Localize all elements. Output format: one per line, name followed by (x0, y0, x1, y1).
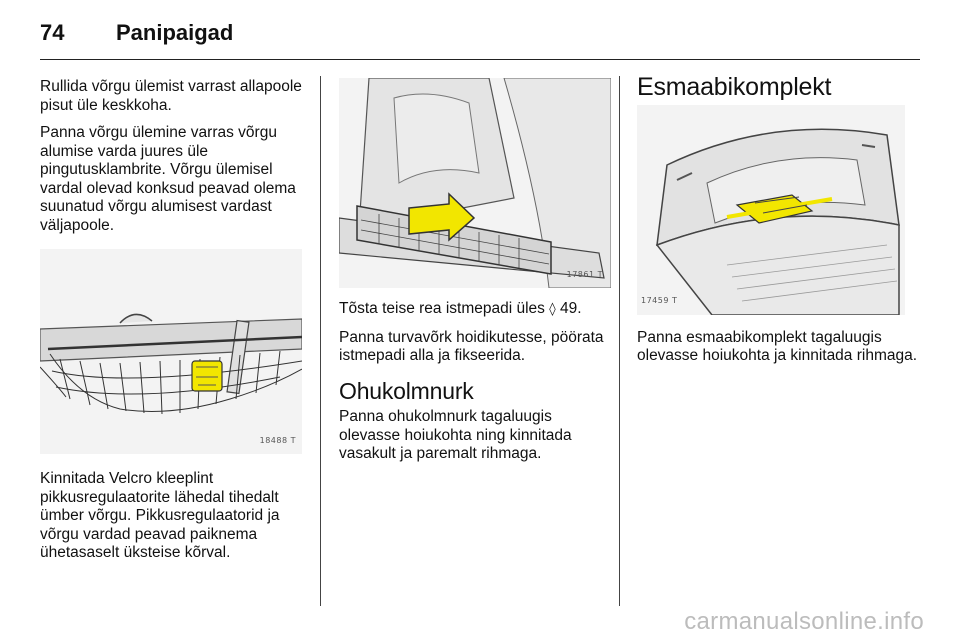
figure-code: 18488 T (259, 435, 296, 445)
seat-net-illustration (339, 78, 611, 288)
heading-warning-triangle: Ohukolmnurk (339, 377, 474, 404)
column-2 (339, 78, 611, 473)
paragraph-roll-net: Rullida võrgu ülemist varrast allapoole pisut üle keskkoha. (40, 78, 302, 114)
column-3 (637, 73, 922, 375)
tailgate-illustration (637, 105, 905, 315)
paragraph-place-rod: Panna võrgu ülemine varras võrgu alumise varda juures üle pingutusklambrite. Võrgu ülemisel vardal olevad konksud peavad olema suunatud võrgu alumisest vardast väljapoole. (40, 124, 296, 234)
column-1 (40, 78, 308, 572)
figure-code: 17459 T (641, 296, 678, 305)
figure-first-aid-kit (637, 105, 905, 315)
page-number: 74 (40, 20, 65, 45)
paragraph-velcro: Kinnitada Velcro kleeplint pikkusregulaatorite lähedal tihedalt ümber võrgu. Pikkusregulaatorid ja võrgu vardad peavad paiknema ühetasaselt üksteise kõrval. (40, 470, 280, 561)
paragraph-insert-net: Panna turvavõrk hoidikutesse, pöörata istmepadi alla ja fikseerida. (339, 328, 604, 364)
figure-code: 17861 T (566, 269, 603, 279)
figure-seat-net (339, 78, 611, 288)
watermark: carmanualsonline.info (684, 608, 924, 635)
cargo-net-illustration (40, 249, 302, 454)
figure-cargo-net (40, 249, 302, 454)
paragraph-warning-triangle: Panna ohukolmnurk tagaluugis olevasse hoiukohta ning kinnitada vasakult ja paremalt rihmaga. (339, 408, 572, 462)
chapter-title: Panipaigad (116, 20, 234, 45)
page-reference-icon: ◊ (549, 302, 556, 317)
header-rule (40, 59, 920, 60)
column-divider-2 (619, 76, 620, 606)
page-header (40, 18, 233, 48)
paragraph-first-aid-kit: Panna esmaabikomplekt tagaluugis olevasse hoiukohta ja kinnitada rihmaga. (637, 328, 918, 364)
heading-first-aid-kit: Esmaabikomplekt (637, 73, 832, 101)
column-divider-1 (320, 76, 321, 606)
paragraph-lift-seat: Tõsta teise rea istmepadi üles ◊ 49. (339, 300, 582, 317)
